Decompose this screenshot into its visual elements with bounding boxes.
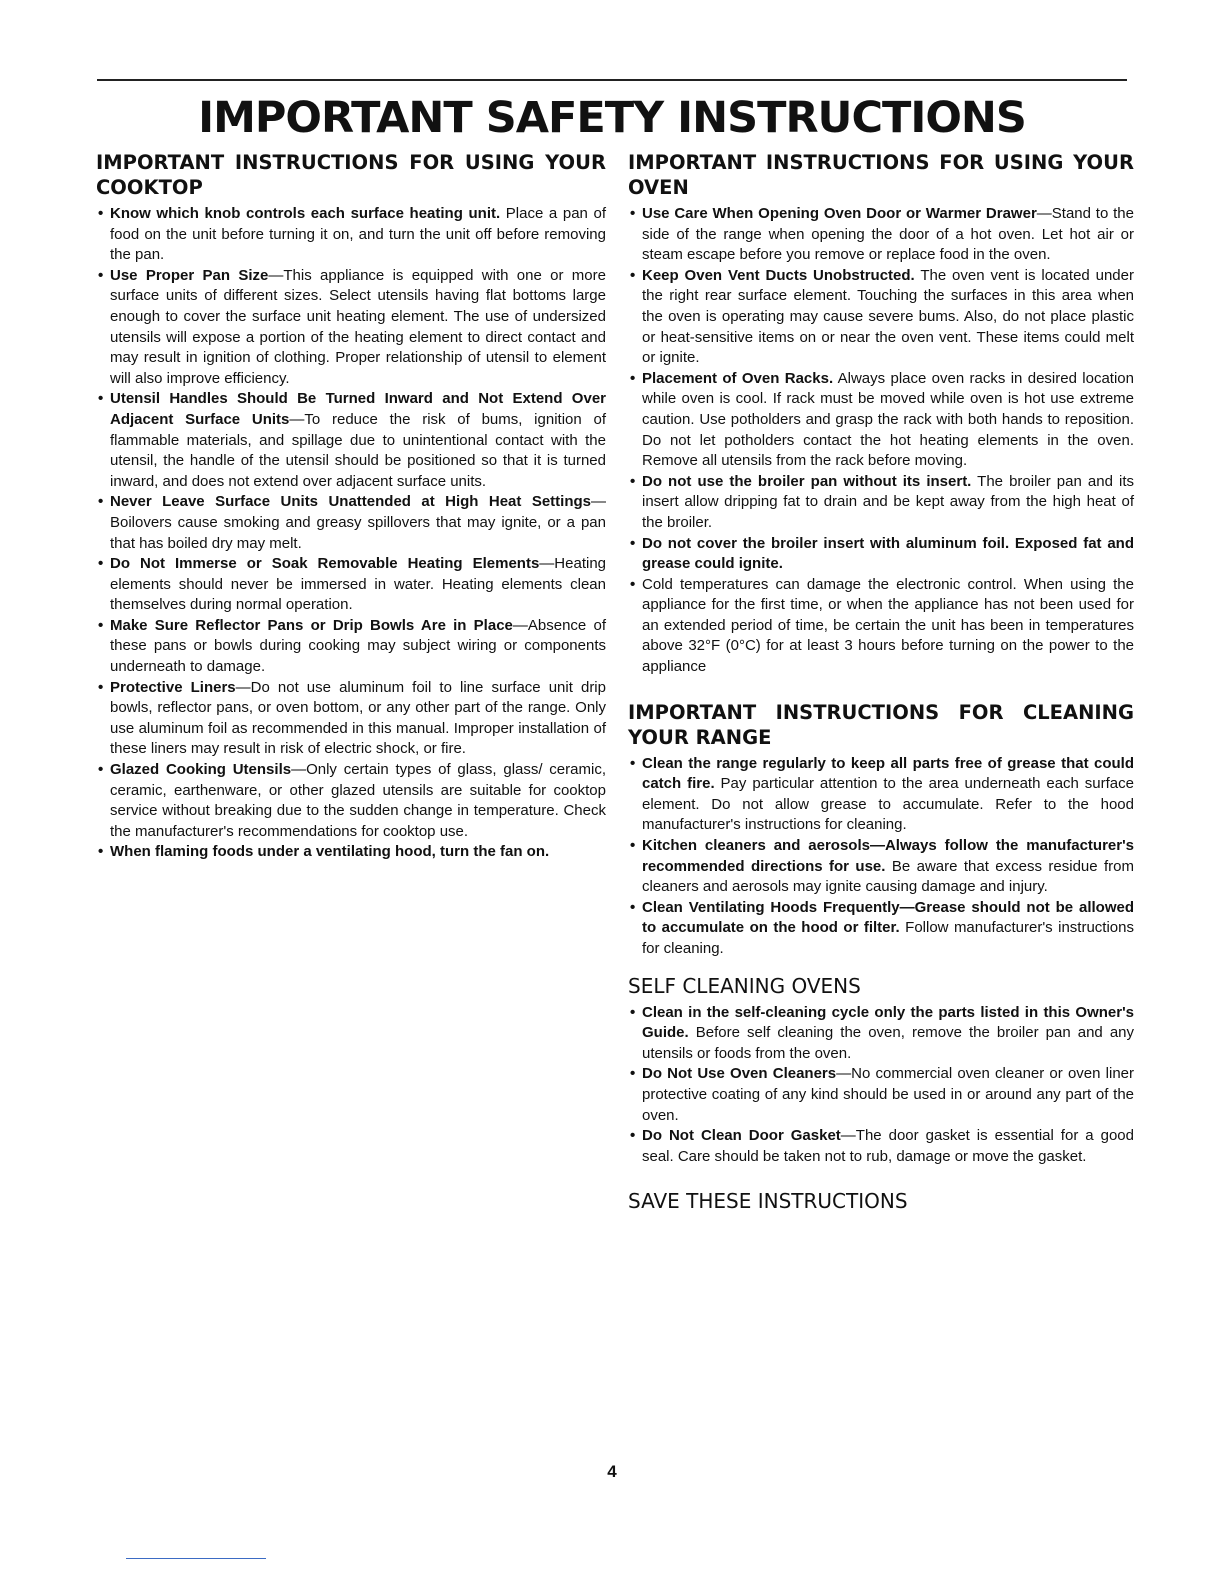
item-body: Cold temperatures can damage the electronic control. When using the appliance for the first time, or when the appliance has not been used for an extended period of time, be certain the unit has been in temperatures above 32°F (0°C) for at least 3 hours before turning on the power to the appliance	[642, 575, 1134, 676]
item-body: —Boilovers cause smoking and greasy spillovers that may ignite, or a pan that has boiled dry may melt.	[110, 493, 606, 552]
bullet-icon: •	[630, 472, 636, 490]
list-item	[96, 266, 606, 390]
item-lead: Do Not Use Oven Cleaners	[642, 1065, 837, 1083]
item-lead: Use Care When Opening Oven Door or Warmer Drawer	[642, 205, 1037, 222]
list-item	[628, 204, 1134, 266]
bullet-icon: •	[630, 837, 636, 855]
left-column	[96, 150, 606, 885]
list-item	[628, 754, 1134, 836]
list-item	[96, 678, 606, 760]
list-item	[628, 575, 1134, 678]
list-item	[96, 492, 606, 554]
bullet-icon: •	[630, 754, 636, 772]
closing-section	[628, 1189, 1134, 1214]
list-item	[96, 616, 606, 678]
self-cleaning-heading: SELF CLEANING OVENS	[628, 973, 861, 998]
item-lead: Clean Ventilating Hoods Frequently—Grease should not be allowed to accumulate on the hood or filter.	[642, 898, 1134, 937]
bullet-icon: •	[98, 493, 104, 511]
bullet-icon: •	[98, 555, 104, 573]
list-item	[628, 1126, 1134, 1167]
bullet-icon: •	[630, 575, 636, 593]
item-body: —Absence of these pans or bowls during cooking may subject wiring or components underneath to damage.	[110, 616, 606, 676]
bullet-icon: •	[98, 390, 104, 408]
item-lead: Glazed Cooking Utensils	[110, 761, 292, 779]
item-body: —This appliance is equipped with one or more surface units of different sizes. Select utensils having flat bottoms large enough to cover the surface unit heating element. The use of undersized utensils will expose a portion of the heating element to direct contact and may result in ignition of clothing. Proper relationship of utensil to element will also improve efficiency.	[110, 266, 606, 387]
bullet-icon: •	[630, 1127, 636, 1145]
list-item	[96, 842, 606, 863]
bullet-icon: •	[630, 205, 636, 222]
item-body: The broiler pan and its insert allow dripping fat to drain and be kept away from the high heat of the broiler.	[642, 472, 1134, 531]
item-lead: Kitchen cleaners and aerosols—Always follow the manufacturer's recommended directions for use.	[642, 837, 1134, 875]
item-lead: Do not cover the broiler insert with aluminum foil. Exposed fat and grease could ignite.	[642, 534, 1134, 573]
oven-heading: IMPORTANT INSTRUCTIONS FOR USING YOUR OVEN	[628, 151, 1134, 199]
item-body: Be aware that excess residue from cleaners and aerosols may ignite causing damage and injury.	[642, 857, 1134, 896]
oven-section	[628, 150, 1134, 678]
item-body: —Do not use aluminum foil to line surface unit drip bowls, reflector pans, or oven bottom, or any other part of the range. Only use aluminum foil as recommended in this manual. Improper installation of these liners may result in risk of electric shock, or fire.	[110, 678, 606, 758]
bottom-rule	[126, 1558, 266, 1559]
save-instructions-heading: SAVE THESE INSTRUCTIONS	[628, 1189, 908, 1214]
right-column	[628, 150, 1134, 1236]
bullet-icon: •	[98, 843, 104, 861]
bullet-icon: •	[98, 678, 104, 696]
list-item	[628, 266, 1134, 369]
bullet-icon: •	[98, 761, 104, 779]
cooktop-list	[96, 204, 606, 863]
item-body: Always place oven racks in desired location while oven is cool. If rack must be moved while oven is hot use extreme caution. Use potholders and grasp the rack with both hands to reposition. Do not let potholders contact the hot heating elements in the oven. Remove all utensils from the rack before moving.	[642, 369, 1134, 470]
list-item	[96, 554, 606, 616]
item-lead: Never Leave Surface Units Unattended at High Heat Settings	[110, 493, 591, 511]
bullet-icon: •	[630, 898, 636, 916]
cleaning-section	[628, 700, 1134, 960]
item-lead: Do not use the broiler pan without its insert.	[642, 472, 972, 490]
list-item	[628, 1064, 1134, 1126]
bullet-icon: •	[98, 205, 104, 222]
item-lead: Use Proper Pan Size	[110, 266, 269, 284]
cleaning-heading: IMPORTANT INSTRUCTIONS FOR CLEANING YOUR RANGE	[628, 700, 1134, 749]
self-cleaning-section	[628, 974, 1134, 1168]
cleaning-list	[628, 754, 1134, 960]
oven-list	[628, 204, 1134, 678]
item-lead: Do Not Immerse or Soak Removable Heating Elements	[110, 555, 540, 573]
list-item	[628, 836, 1134, 898]
item-body: Before self cleaning the oven, remove the broiler pan and any utensils or foods from the oven.	[642, 1024, 1134, 1062]
bullet-icon: •	[630, 369, 636, 387]
item-lead: Protective Liners	[110, 678, 236, 696]
item-lead: Clean in the self-cleaning cycle only the parts listed in this Owner's Guide.	[642, 1003, 1134, 1042]
item-lead: When flaming foods under a ventilating hood, turn the fan on.	[110, 843, 550, 861]
item-lead: Know which knob controls each surface heating unit.	[110, 205, 501, 222]
list-item	[628, 534, 1134, 575]
item-lead: Utensil Handles Should Be Turned Inward and Not Extend Over Adjacent Surface Units	[110, 390, 606, 428]
item-lead: Keep Oven Vent Ducts Unobstructed.	[642, 266, 915, 284]
bullet-icon: •	[630, 1065, 636, 1083]
list-item	[96, 204, 606, 266]
item-body: —Stand to the side of the range when opening the door of a hot oven. Let hot air or steam escape before you remove or replace food in the oven.	[642, 205, 1134, 264]
list-item	[628, 369, 1134, 472]
bullet-icon: •	[98, 266, 104, 284]
list-item	[628, 1003, 1134, 1065]
bullet-icon: •	[630, 1003, 636, 1021]
item-body: —No commercial oven cleaner or oven liner protective coating of any kind should be used in or around any part of the oven.	[642, 1065, 1134, 1124]
bullet-icon: •	[98, 616, 104, 634]
item-body: Pay particular attention to the area underneath each surface element. Do not allow grease to accumulate. Refer to the hood manufacturer's instructions for cleaning.	[642, 775, 1134, 834]
item-body: —The door gasket is essential for a good seal. Care should be taken not to rub, damage or move the gasket.	[642, 1127, 1134, 1165]
item-lead: Clean the range regularly to keep all parts free of grease that could catch fire.	[642, 754, 1134, 793]
top-rule	[97, 79, 1127, 81]
item-lead: Do Not Clean Door Gasket	[642, 1127, 841, 1145]
bullet-icon: •	[630, 534, 636, 552]
item-lead: Make Sure Reflector Pans or Drip Bowls Are in Place	[110, 616, 513, 634]
page-title: IMPORTANT SAFETY INSTRUCTIONS	[198, 93, 1026, 143]
cooktop-section	[96, 150, 606, 863]
cooktop-heading: IMPORTANT INSTRUCTIONS FOR USING YOUR COOKTOP	[96, 151, 606, 199]
item-body: —To reduce the risk of bums, ignition of flammable materials, and spillage due to unintentional contact with the utensil, the handle of the utensil should be positioned so that it is turned inward, and does not extend over adjacent surface units.	[110, 410, 606, 490]
list-item	[628, 472, 1134, 534]
bullet-icon: •	[630, 266, 636, 284]
item-body: —Heating elements should never be immersed in water. Heating elements clean themselves during normal operation.	[110, 555, 606, 614]
item-lead: Placement of Oven Racks.	[642, 369, 834, 387]
page-number: 4	[607, 1462, 617, 1481]
item-body: Place a pan of food on the unit before turning it on, and turn the unit off before removing the pan.	[110, 205, 606, 264]
item-body: —Only certain types of glass, glass/ ceramic, ceramic, earthenware, or other glazed utensils are suitable for cooktop service without breaking due to the sudden change in temperature. Check the manufacturer's recommendations for cooktop use.	[110, 761, 606, 840]
list-item	[96, 389, 606, 492]
self-cleaning-list	[628, 1003, 1134, 1168]
list-item	[628, 898, 1134, 960]
list-item	[96, 760, 606, 842]
item-body: Follow manufacturer's instructions for cleaning.	[642, 919, 1134, 957]
item-body: The oven vent is located under the right rear surface element. Touching the surfaces in this area when the oven is operating may cause severe bums. Also, do not place plastic or heat-sensitive items on or near the oven vent. These items could melt or ignite.	[642, 266, 1134, 367]
